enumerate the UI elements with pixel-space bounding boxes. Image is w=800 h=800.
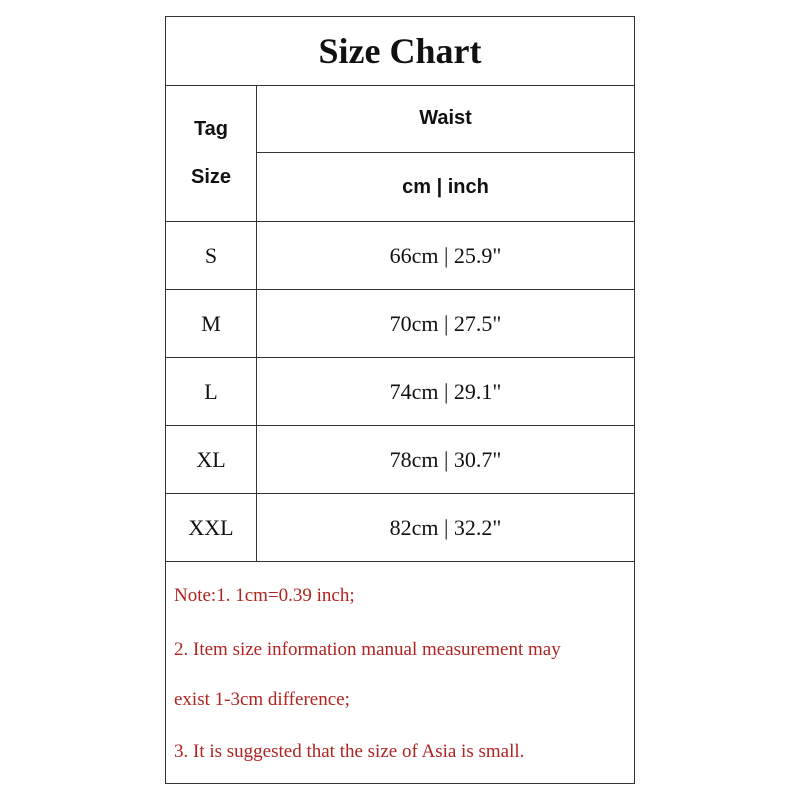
- waist-cell: 66cm | 25.9": [389, 242, 502, 268]
- chart-title: Size Chart: [166, 17, 634, 86]
- units-header: cm | inch: [257, 153, 634, 222]
- waist-header: Waist: [257, 85, 634, 153]
- size-cell: L: [166, 358, 257, 425]
- waist-cell: 74cm | 29.1": [389, 378, 502, 404]
- waist-cell: 70cm | 27.5": [389, 310, 502, 336]
- waist-cell: 82cm | 32.2": [389, 514, 502, 540]
- tag-header-line2: Size: [190, 166, 232, 188]
- size-cell: XXL: [166, 494, 257, 561]
- size-rows: [166, 222, 634, 562]
- table-row: [166, 426, 634, 494]
- table-row: [166, 290, 634, 358]
- note-line-2: 2. Item size information manual measurement may: [174, 639, 561, 660]
- note-line-3: exist 1-3cm difference;: [174, 689, 350, 710]
- waist-cell: 78cm | 30.7": [389, 446, 502, 472]
- size-cell: S: [166, 222, 257, 289]
- tag-size-header: [166, 85, 257, 222]
- table-row: [166, 358, 634, 426]
- note-line-1: Note:1. 1cm=0.39 inch;: [174, 585, 355, 606]
- table-row: [166, 222, 634, 290]
- tag-header-line1: Tag: [193, 118, 229, 140]
- note-line-4: 3. It is suggested that the size of Asia is small.: [174, 741, 525, 762]
- table-row: [166, 494, 634, 562]
- size-chart-table: [165, 16, 635, 784]
- size-cell: XL: [166, 426, 257, 493]
- size-cell: M: [166, 290, 257, 357]
